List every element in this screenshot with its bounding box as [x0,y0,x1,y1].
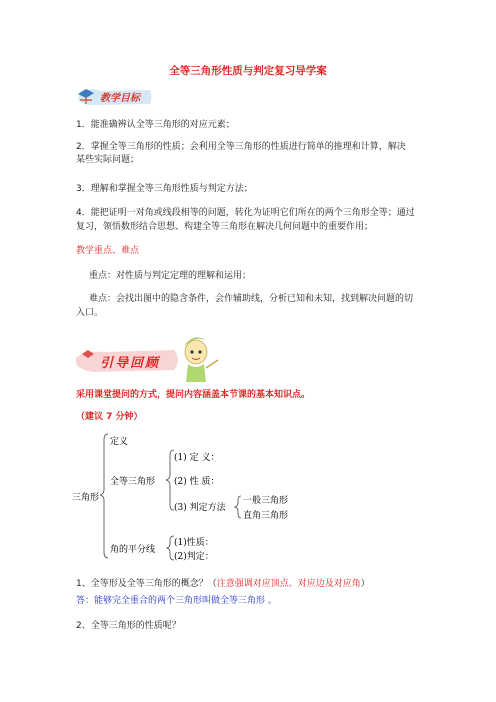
tree-congruent-prop: (2) 性 质： [174,477,220,487]
tree-bisector-prop: (1)性质： [174,538,214,548]
cartoon-mascot-icon [184,337,218,382]
question-1 [76,578,370,590]
objective-2: 2．掌握全等三角形的性质；会利用全等三角形的性质进行简单的推理和计算，解决 [76,142,406,152]
objective-4-cont: 复习，领悟数形结合思想、构建全等三角形在解决几何问题中的重要作用； [76,222,374,232]
tree-bisector-judge: (2)判定： [174,552,214,562]
bisector-brace [167,536,174,560]
objective-2-cont: 某些实际问题； [76,155,140,165]
banner2-label: 引导回顾 [100,356,161,371]
document-title: 全等三角形性质与判定复习导学案 [169,65,327,77]
answer-1: 答：能够完全重合的两个三角形叫做全等三角形 。 [76,596,277,606]
objective-4: 4．能把证明一对角或线段相等的问题，转化为证明它们所在的两个三角形全等；通过 [76,208,415,218]
guided-review-banner [74,330,224,386]
tree-bisector: 角的平分线 [110,545,156,555]
knowledge-tree-diagram [70,428,310,564]
question-1-note: 注意强调对应顶点、对应边及对应角 [216,579,361,589]
teaching-goals-banner [74,86,154,108]
tree-congruent-def: (1) 定 义： [174,453,220,463]
tree-method-right: 直角三角形 [243,511,289,521]
tree-congruent-method: (3) 判定方法 [174,503,226,513]
objective-3: 3．理解和掌握全等三角形性质与判定方法； [76,184,253,194]
question-1-close: ） [360,579,370,589]
tree-root: 三角形 [72,493,100,503]
tree-method-general: 一般三角形 [243,496,289,506]
congruent-brace [166,450,174,510]
question-2: 2、全等三角形的性质呢？ [76,621,181,631]
tree-definition: 定义 [110,437,129,447]
difficulty-point-cont: 入口。 [76,308,104,318]
key-points-heading: 教学重点、难点 [76,246,140,256]
objective-1: 1．能准确辨认全等三角形的对应元素； [76,120,235,130]
banner1-label: 教学目标 [100,93,140,104]
method-brace [235,496,241,518]
review-method: 采用课堂提问的方式，提问内容涵盖本节课的基本知识点。 [76,390,311,400]
key-point: 重点：对性质与判定定理的理解和运用； [89,271,252,281]
suggested-time: （建议 7 分钟） [76,412,143,422]
tree-congruent: 全等三角形 [110,477,156,487]
root-brace [100,434,108,558]
difficulty-point: 难点：会找出图中的隐含条件，会作辅助线，分析已知和未知，找到解决问题的切 [89,294,414,304]
question-1-text: 1、全等形及全等三角形的概念？（ [76,579,217,589]
